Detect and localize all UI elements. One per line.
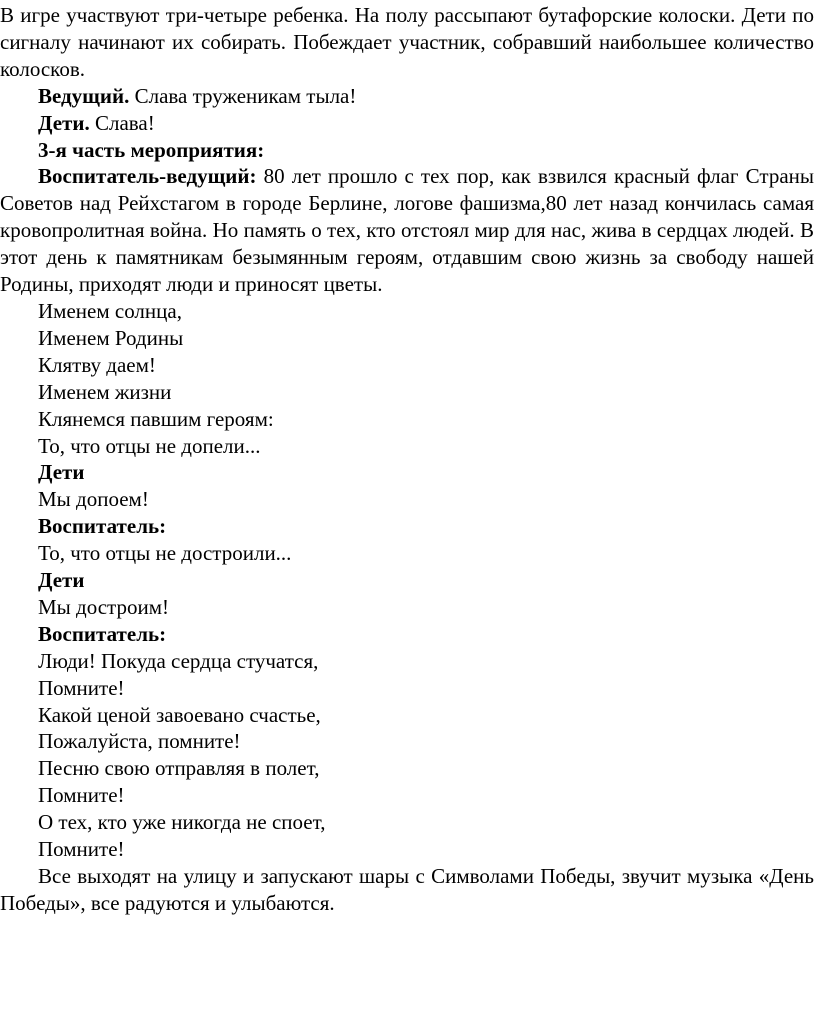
poem2-line: Какой ценой завоевано счастье, xyxy=(38,702,321,727)
poem2-line: Пожалуйста, помните! xyxy=(38,729,241,754)
children-reply: Мы достроим! xyxy=(38,594,170,619)
poem2-line: Помните! xyxy=(38,675,125,700)
children-label xyxy=(0,459,814,486)
teacher-label-text: Воспитатель: xyxy=(38,621,167,646)
host-line xyxy=(0,83,814,110)
children-speaker-label: Дети. xyxy=(38,110,90,135)
teacher-speech-paragraph xyxy=(0,163,814,298)
teacher-label xyxy=(0,621,814,648)
teacher-verse: То, что отцы не достроили... xyxy=(38,541,292,566)
teacher-host-speaker-label: Воспитатель-ведущий: xyxy=(38,164,257,189)
children-reply: Мы допоем! xyxy=(38,487,149,512)
intro-paragraph: В игре участвуют три-четыре ребенка. На полу рассыпают бутафорские колоски. Дети по сигналу начинают их собирать. Побеждает участник, собравший наибольшее количество колосков. xyxy=(0,3,814,81)
teacher-speech-text: 80 лет прошло с тех пор, как взвился красный флаг Страны Советов над Рейхстагом в городе Берлине, логове фашизма,80 лет назад кончилась самая кровопролитная война. Но память о тех, кто отстоял мир для нас, жива в сердцах людей. В этот день к памятникам безымянным героям, отдавшим свою жизнь за свободу нашей Родины, приходят люди и приносят цветы. xyxy=(0,164,814,297)
teacher-label-text: Воспитатель: xyxy=(38,514,167,539)
part-heading-text: 3-я часть мероприятия: xyxy=(38,137,265,162)
poem-line: Клянемся павшим героям: xyxy=(38,406,274,431)
teacher-label xyxy=(0,513,814,540)
poem-line: То, что отцы не допели... xyxy=(38,433,261,458)
poem-line: Клятву даем! xyxy=(38,352,156,377)
document-page xyxy=(0,2,814,917)
poem2-line: О тех, кто уже никогда не споет, xyxy=(38,810,326,835)
poem2-line: Помните! xyxy=(38,837,125,862)
poem2-line: Люди! Покуда сердца стучатся, xyxy=(38,648,319,673)
poem-line: Именем солнца, xyxy=(38,298,182,323)
poem2-line: Песню свою отправляя в полет, xyxy=(38,756,320,781)
poem-line: Именем жизни xyxy=(38,379,172,404)
poem-line: Именем Родины xyxy=(38,325,184,350)
children-line xyxy=(0,110,814,137)
children-line-text: Слава! xyxy=(89,110,155,135)
part-heading xyxy=(0,137,814,164)
host-line-text: Слава труженикам тыла! xyxy=(129,83,357,108)
children-label-text: Дети xyxy=(38,460,85,485)
children-label xyxy=(0,567,814,594)
children-label-text: Дети xyxy=(38,568,85,593)
host-speaker-label: Ведущий. xyxy=(38,83,130,108)
poem2-line: Помните! xyxy=(38,783,125,808)
finale-paragraph: Все выходят на улицу и запускают шары с Символами Победы, звучит музыка «День Победы», все радуются и улыбаются. xyxy=(0,864,814,915)
